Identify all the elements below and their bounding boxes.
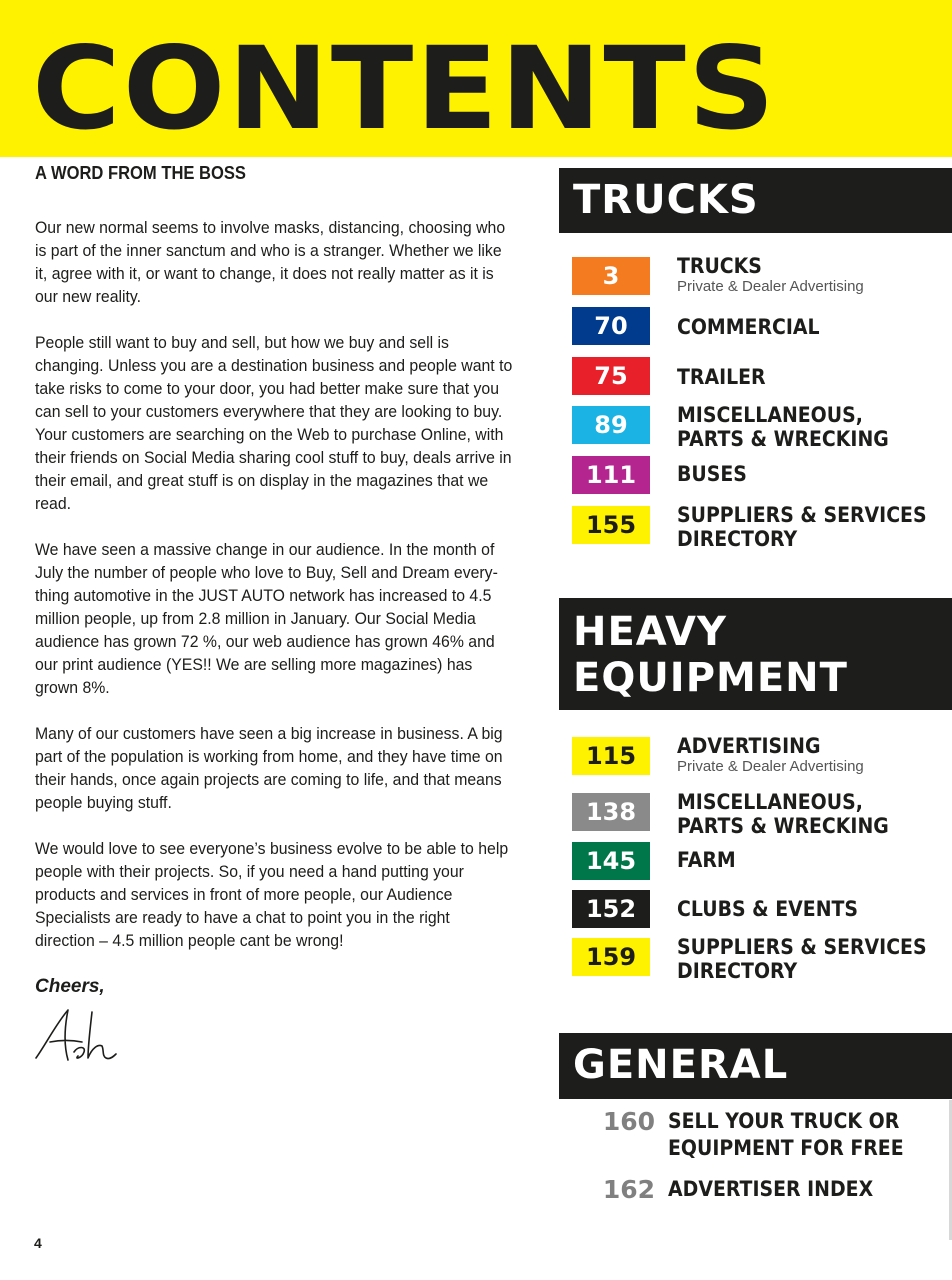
page-badge: 152 [572, 890, 650, 928]
toc-entry-advertising[interactable] [572, 734, 952, 777]
page-badge: 3 [572, 257, 650, 295]
entry-title: ADVERTISER INDEX [668, 1177, 874, 1201]
entry-title: SELL YOUR TRUCK OR [668, 1109, 900, 1133]
toc-entry-trailer[interactable] [572, 357, 952, 397]
page-badge: 145 [572, 842, 650, 880]
entry-title: COMMERCIAL [677, 315, 820, 339]
contents-banner [0, 0, 952, 157]
toc-entry-buses[interactable] [572, 456, 952, 496]
boss-letter [35, 160, 515, 998]
toc-entry-clubs-events[interactable] [572, 890, 952, 930]
entry-title-line2: DIRECTORY [677, 959, 798, 983]
letter-signoff: Cheers, [35, 976, 105, 997]
page-number: 4 [34, 1235, 42, 1251]
page-badge: 111 [572, 456, 650, 494]
entry-title: ADVERTISING [677, 734, 821, 758]
letter-paragraph: Our new normal seems to involve masks, distancing, choosing who is part of the inner sanctum and who is a stranger. Whether we like it, agree with it, or want to change, it does not really matter as it is our new reality. [35, 218, 506, 306]
entry-title-line2: PARTS & WRECKING [677, 427, 889, 451]
entry-title: SUPPLIERS & SERVICES [677, 503, 927, 527]
page-badge: 159 [572, 938, 650, 976]
letter-paragraph: People still want to buy and sell, but how we buy and sell is changing. Unless you are a destination business and people want to take risks to come to your door, you had better make sure that you can sell to your customers everywhere that they are looking to buy. Your customers are searching on the Web to purchase Online, with their friends on Social Media sharing cool stuff to buy, deals arrive in their email, and great stuff is on display in the magazines that we read. [35, 333, 513, 513]
section-header-heavy-equipment [559, 598, 952, 710]
entry-subtitle: Private & Dealer Advertising [677, 278, 864, 295]
section-header-general: GENERAL [559, 1033, 952, 1099]
page-badge: 70 [572, 307, 650, 345]
toc-entry-commercial[interactable] [572, 307, 952, 347]
entry-title: SUPPLIERS & SERVICES [677, 935, 927, 959]
signature-image [30, 1002, 130, 1068]
letter-paragraph: We would love to see everyone’s business evolve to be able to help people with their projects. So, if you need a hand putting your products and services in front of more people, our Audience Specialists are ready to have a chat to point you in the right direction – 4.5 million people cant be wrong! [35, 839, 509, 950]
letter-heading: A WORD FROM THE BOSS [35, 163, 246, 183]
toc-entry-trucks[interactable] [572, 254, 952, 297]
toc-entry-miscellaneous[interactable] [572, 403, 952, 451]
entry-title: MISCELLANEOUS, [677, 790, 863, 814]
letter-paragraph: We have seen a massive change in our audience. In the month of July the number of people who love to Buy, Sell and Dream every-thing automotive in the JUST AUTO network has increased to 4.5 million people, up from 2.8 million in January. Our Social Media audience has grown 72 %, our web audience has grown 46% and our print audience (YES!! We are selling more magazines) has grown 8%. [35, 540, 498, 697]
section-header-trucks: TRUCKS [559, 168, 952, 233]
toc-entry-heavy-miscellaneous[interactable] [572, 790, 952, 838]
section-header-line: EQUIPMENT [573, 655, 848, 701]
entry-title-line2: EQUIPMENT FOR FREE [668, 1136, 904, 1160]
toc-entry-farm[interactable] [572, 842, 952, 882]
section-header-line: HEAVY [573, 609, 727, 655]
page-number-label: 160 [602, 1107, 655, 1136]
letter-paragraph: Many of our customers have seen a big increase in business. A big part of the population is working from home, and they have time on their hands, once again projects are coming to life, and that means people buying stuff. [35, 724, 503, 812]
entry-title: BUSES [677, 462, 747, 486]
page-badge: 155 [572, 506, 650, 544]
toc-entry-suppliers[interactable] [572, 503, 952, 551]
page-badge: 89 [572, 406, 650, 444]
entry-title: TRUCKS [677, 254, 762, 278]
entry-title-line2: PARTS & WRECKING [677, 814, 889, 838]
page-badge: 75 [572, 357, 650, 395]
entry-title: TRAILER [677, 365, 766, 389]
entry-title: CLUBS & EVENTS [677, 897, 859, 921]
entry-title: FARM [677, 848, 736, 872]
entry-subtitle: Private & Dealer Advertising [677, 758, 864, 775]
entry-title-line2: DIRECTORY [677, 527, 798, 551]
page-title: CONTENTS [32, 22, 778, 155]
entry-title: MISCELLANEOUS, [677, 403, 863, 427]
page-number-label: 162 [602, 1175, 655, 1204]
page-badge: 115 [572, 737, 650, 775]
toc-entry-heavy-suppliers[interactable] [572, 935, 952, 983]
page-badge: 138 [572, 793, 650, 831]
